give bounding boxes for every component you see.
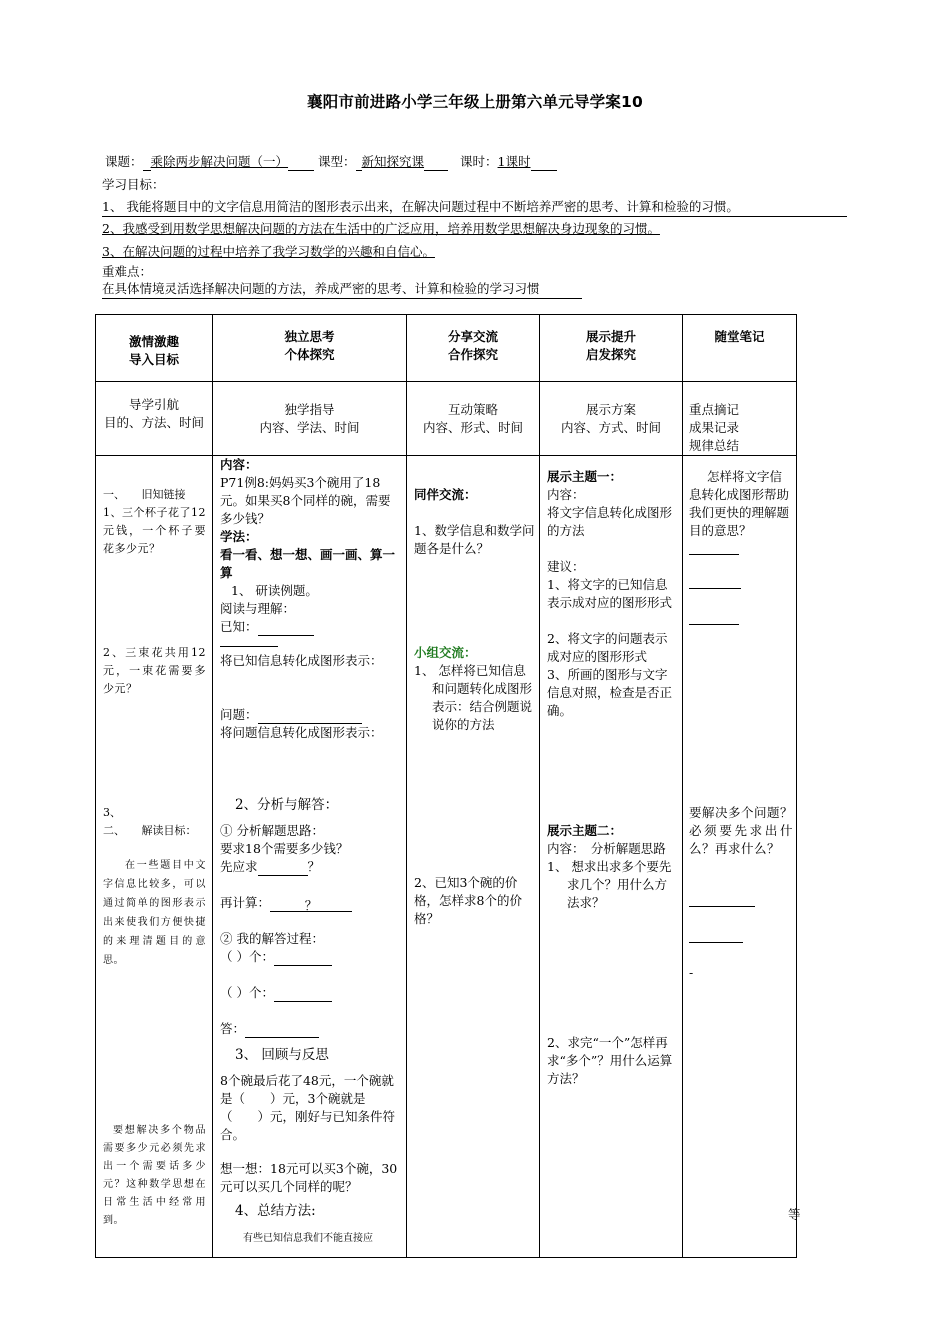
- c3-peer-label: 同伴交流：: [414, 487, 477, 502]
- subheader-col-3: [407, 382, 540, 456]
- page-title: 襄阳市前进路小学三年级上册第六单元导学案10: [307, 93, 643, 111]
- c1-item1a: 一、 旧知链接: [103, 488, 186, 501]
- c2-reflect1: 8个碗最后花了48元，一个碗就是（ ）元，3个碗就是（ ）元，刚好与已知条件符合。: [220, 1073, 396, 1142]
- c2-then-line: [220, 894, 352, 912]
- c2-question-blank[interactable]: [258, 709, 362, 724]
- subheader-col-4-line-1: 展示方案: [585, 402, 636, 417]
- c4-suggest-label: 建议：: [547, 559, 585, 574]
- c3-peer-q: 1、数学信息和数学问题各是什么？: [414, 523, 535, 556]
- c1-item2: 2、三束花共用12元，一束花需要多少元？: [103, 646, 206, 695]
- c1-item1b: 1、三个杯子花了12元钱，一个杯子要花多少元？: [103, 506, 206, 555]
- c2-proc2-blank[interactable]: [274, 987, 332, 1002]
- c5-blank-1[interactable]: [689, 554, 739, 555]
- c4-theme2-content: 内容： 分析解题思路: [547, 841, 666, 856]
- c2-known-convert: 将已知信息转化成图形表示：: [220, 653, 383, 668]
- lesson-table: [95, 314, 797, 1258]
- c5-blank-4[interactable]: [689, 906, 755, 907]
- subheader-col-5: [683, 382, 797, 456]
- c4-t2q2: 2、求完“一个”怎样再求“多个”？用什么运算方法？: [547, 1035, 673, 1086]
- c2-answer: 答：: [220, 1021, 246, 1036]
- goal-1: 1、 我能将题目中的文字信息用简洁的图形表示出来，在解决问题过程中不断培养严密的思考、计算和检验的习惯。: [102, 198, 847, 217]
- c3-group-q: 1、 怎样将已知信息和问题转化成图形表示：结合例题说说你的方法: [414, 663, 533, 732]
- c4-s1: 1、将文字的已知信息表示成对应的图形形式: [547, 577, 673, 610]
- c2-process: ② 我的解答过程：: [220, 931, 324, 946]
- key-text: 在具体情境灵活选择解决问题的方法，养成严密的思考、计算和检验的学习习惯: [102, 280, 582, 299]
- body-col-2: [213, 456, 407, 1258]
- c2-known-line: [220, 618, 314, 636]
- key-label: 重难点：: [102, 264, 153, 279]
- subheader-col-2-line-1: 独学指导: [284, 402, 335, 417]
- c2-proc2-line: [220, 984, 332, 1002]
- header-col-3-line-2: 合作探究: [447, 347, 498, 362]
- c4-content-label: 内容：: [547, 487, 585, 502]
- c1-text1: 在一些题目中文字信息比较多，可以通过简单的图形表示出来使我们方便快捷的来理清题目的意思。: [103, 860, 206, 966]
- c2-summary: 有些已知信息我们不能直接应: [243, 1233, 373, 1244]
- c2-content-label: 内容：: [220, 457, 258, 472]
- type-value: 新知探究课: [361, 154, 425, 169]
- c5-blank-3[interactable]: [689, 624, 739, 625]
- c2-first-blank[interactable]: [258, 861, 308, 876]
- c2-question-convert: 将问题信息转化成图形表示：: [220, 725, 383, 740]
- subheader-col-1: [96, 382, 213, 456]
- c2-step4: 4、总结方法:: [235, 1203, 316, 1219]
- header-col-3: [407, 315, 540, 382]
- c5-note2: 要解决多个问题？必须要先求出什么？再求什么？: [689, 805, 794, 856]
- c5-blank-5[interactable]: [689, 942, 743, 943]
- c1-item4: 二、 解读目标：: [103, 824, 197, 837]
- c2-problem: P71例8:妈妈买3个碗用了18元。如果买8个同样的碗，需要多少钱？: [220, 475, 391, 526]
- header-col-2: [213, 315, 407, 382]
- goal-3: 3、在解决问题的过程中培养了我学习数学的兴趣和自信心。: [102, 244, 435, 259]
- c2-then-blank[interactable]: [270, 897, 352, 912]
- table-header-row: [96, 315, 797, 382]
- hours-value: 1课时: [497, 154, 531, 169]
- subheader-col-1-line-1: 导学引航: [128, 397, 179, 412]
- topic-label: 课题：: [105, 154, 143, 169]
- header-col-1: [96, 315, 213, 382]
- c2-answer-line: [220, 1020, 319, 1038]
- body-col-5: [683, 456, 797, 1258]
- table-subheader-row: [96, 382, 797, 456]
- c2-think: 想一想：18元可以买3个碗，30元可以买几个同样的呢？: [220, 1161, 398, 1194]
- c1-text2: 要想解决多个物品需要多少元必须先求出一个需要话多少元？这种数学思想在日常生活中经常用到。: [103, 1125, 206, 1226]
- c2-answer-blank[interactable]: [245, 1023, 319, 1038]
- header-col-4: [540, 315, 683, 382]
- goal-2: 2、我感受到用数学思想解决问题的方法在生活中的广泛应用，培养用数学思想解决身边现象的习惯。: [102, 221, 660, 236]
- body-col-4: [540, 456, 683, 1258]
- c3-group-label: 小组交流：: [414, 645, 477, 660]
- header-col-5-line-1: 随堂笔记: [714, 329, 765, 344]
- c2-step2: 2、分析与解答：: [235, 797, 339, 813]
- c4-theme1-label: 展示主题一：: [547, 469, 623, 484]
- subheader-col-4-line-2: 内容、方式、时间: [560, 420, 661, 435]
- c2-step1: 1、 研读例题。: [231, 583, 318, 598]
- subheader-col-5-line-3: 规律总结: [689, 438, 740, 453]
- c2-step3: 3、 回顾与反思: [235, 1047, 329, 1063]
- hours-label: 课时：: [460, 154, 498, 169]
- subheader-col-1-line-2: 目的、方法、时间: [103, 415, 204, 430]
- c2-first-end: ？: [307, 859, 321, 874]
- subheader-col-2-line-2: 内容、学法、时间: [259, 420, 360, 435]
- c5-note1: 怎样将文字信息转化成图形帮助我们更快的理解题目的意思？: [689, 469, 790, 538]
- header-col-3-line-1: 分享交流: [447, 329, 498, 344]
- c5-blank-2[interactable]: [689, 588, 741, 589]
- c5-dash: -: [689, 965, 694, 980]
- c2-read: 阅读与理解：: [220, 601, 296, 616]
- header-col-2-line-2: 个体探究: [284, 347, 335, 362]
- c3-q2: 2、已知3个碗的价格，怎样求8个的价格？: [414, 875, 522, 926]
- page-tail-text: 等: [788, 1207, 801, 1222]
- c2-known: 已知：: [220, 619, 258, 634]
- c4-s2: 2、将文字的问题表示成对应的图形形式: [547, 631, 668, 664]
- type-label: 课型：: [318, 154, 356, 169]
- header-col-1-line-1: 激情激趣: [128, 334, 179, 349]
- c2-proc1-blank[interactable]: [274, 951, 332, 966]
- c4-s3: 3、所画的图形与文字信息对照，检查是否正确。: [547, 667, 673, 718]
- body-col-3: [407, 456, 540, 1258]
- c2-method: 看一看、想一想、画一画、算一算: [220, 547, 396, 580]
- subheader-col-3-line-1: 互动策略: [447, 402, 498, 417]
- goals-label: 学习目标：: [102, 177, 165, 192]
- c2-ask: 要求18个需要多少钱？: [220, 841, 349, 856]
- c2-question: 问题：: [220, 707, 258, 722]
- c2-first: 先应求: [220, 859, 258, 874]
- header-col-5: [683, 315, 797, 382]
- c2-known-blank[interactable]: [258, 621, 314, 636]
- c2-proc1-line: [220, 948, 332, 966]
- subheader-col-4: [540, 382, 683, 456]
- header-col-4-line-1: 展示提升: [585, 329, 636, 344]
- c4-theme2-label: 展示主题二：: [547, 823, 623, 838]
- header-col-1-line-2: 导入目标: [128, 352, 179, 367]
- c2-proc2: （ ）个：: [220, 985, 274, 1000]
- c2-question-line: [220, 706, 362, 724]
- table-body-row: [96, 456, 797, 1258]
- c2-proc1: （ ）个：: [220, 949, 274, 964]
- c2-known-blank-2[interactable]: [220, 646, 278, 647]
- c1-item3: 3、: [103, 806, 121, 819]
- header-col-4-line-2: 启发探究: [585, 347, 636, 362]
- lesson-info-line: [105, 153, 557, 171]
- c2-method-label: 学法：: [220, 529, 258, 544]
- c2-first-line: [220, 858, 320, 876]
- c2-analyze: ① 分析解题思路：: [220, 823, 324, 838]
- subheader-col-5-line-2: 成果记录: [689, 420, 740, 435]
- subheader-col-3-line-2: 内容、形式、时间: [422, 420, 523, 435]
- c2-then-q: ？: [304, 898, 318, 913]
- c2-then: 再计算：: [220, 895, 271, 910]
- c4-t2q1: 1、 想求出求多个要先求几个？用什么方法求？: [547, 859, 672, 910]
- subheader-col-5-line-1: 重点摘记: [689, 402, 740, 417]
- body-col-1: [96, 456, 213, 1258]
- c4-theme1-content: 将文字信息转化成图形的方法: [547, 505, 673, 538]
- header-col-2-line-1: 独立思考: [284, 329, 335, 344]
- topic-value: 乘除两步解决问题（一）: [150, 154, 289, 169]
- subheader-col-2: [213, 382, 407, 456]
